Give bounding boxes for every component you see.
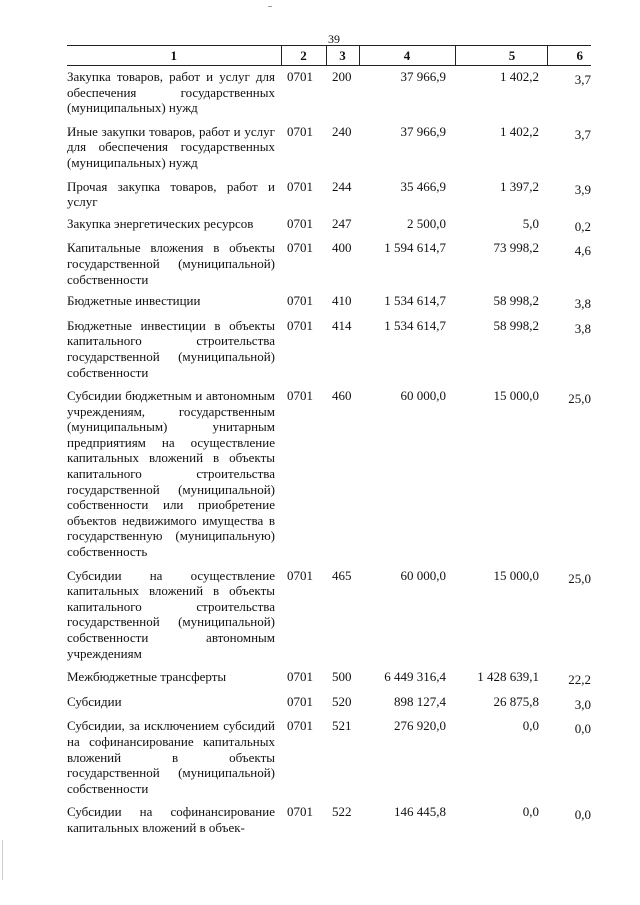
row-planned-amount: 898 127,4 bbox=[394, 693, 446, 709]
row-expense-code: 465 bbox=[332, 567, 352, 583]
scan-artifact bbox=[268, 6, 272, 7]
table-row bbox=[67, 380, 591, 560]
row-planned-amount: 1 534 614,7 bbox=[384, 317, 446, 333]
row-percent: 3,7 bbox=[574, 72, 591, 87]
column-header-actual: 5 bbox=[455, 46, 547, 66]
row-percent: 3,8 bbox=[574, 296, 591, 312]
table-header-row bbox=[67, 46, 591, 66]
row-section-code: 0701 bbox=[287, 693, 313, 709]
row-name: Закупка энергетических ресурсов bbox=[67, 215, 254, 231]
row-percent: 25,0 bbox=[568, 570, 591, 586]
row-expense-code: 520 bbox=[332, 693, 352, 709]
row-actual-amount: 58 998,2 bbox=[493, 293, 539, 309]
row-actual-amount: 1 428 639,1 bbox=[477, 669, 539, 685]
row-section-code: 0701 bbox=[287, 240, 313, 256]
row-actual-amount: 5,0 bbox=[522, 215, 539, 231]
row-name: Субсидии на осуществление капитальных вложений в объекты капитального строительства государственной (муниципальной) собственности автономным учреждениям bbox=[67, 567, 275, 661]
row-percent: 3,7 bbox=[574, 126, 591, 142]
row-section-code: 0701 bbox=[287, 567, 313, 583]
row-section-code: 0701 bbox=[287, 669, 313, 685]
row-expense-code: 521 bbox=[332, 718, 352, 734]
row-expense-code: 200 bbox=[332, 69, 352, 84]
row-name: Бюджетные инвестиции в объекты капитального строительства государственной (муниципальной) собственности bbox=[67, 317, 275, 380]
row-name: Субсидии бюджетным и автономным учреждениям, государственным (муниципальным) унитарным предприятиям на осуществление капитальных вложений в объекты капитального строительства государственной (муниципальной) собственности или приобретение объектов недвижимого имущества в государственную (муниципальную) собственность bbox=[67, 388, 275, 560]
row-section-code: 0701 bbox=[287, 804, 313, 820]
row-percent: 3,9 bbox=[574, 181, 591, 197]
row-name: Субсидии bbox=[67, 693, 122, 709]
row-expense-code: 414 bbox=[332, 317, 352, 333]
row-section-code: 0701 bbox=[287, 388, 313, 404]
row-actual-amount: 0,0 bbox=[522, 804, 539, 820]
scan-edge-artifact bbox=[2, 840, 3, 880]
row-actual-amount: 73 998,2 bbox=[493, 240, 539, 256]
row-expense-code: 247 bbox=[332, 215, 352, 231]
row-percent: 0,0 bbox=[574, 807, 591, 823]
row-percent: 3,0 bbox=[574, 696, 591, 712]
row-planned-amount: 1 594 614,7 bbox=[384, 240, 446, 256]
table-row bbox=[67, 796, 591, 835]
row-expense-code: 400 bbox=[332, 240, 352, 256]
column-header-section: 2 bbox=[281, 46, 326, 66]
row-actual-amount: 15 000,0 bbox=[493, 567, 539, 583]
table-row bbox=[67, 287, 591, 312]
row-actual-amount: 1 402,2 bbox=[500, 123, 539, 139]
table-row bbox=[67, 171, 591, 210]
row-actual-amount: 0,0 bbox=[522, 718, 539, 734]
row-section-code: 0701 bbox=[287, 293, 313, 309]
table-row bbox=[67, 312, 591, 380]
row-planned-amount: 37 966,9 bbox=[400, 123, 446, 139]
row-planned-amount: 276 920,0 bbox=[394, 718, 446, 734]
page-number: 39 bbox=[328, 32, 340, 46]
row-expense-code: 500 bbox=[332, 669, 352, 685]
row-expense-code: 240 bbox=[332, 123, 352, 139]
row-actual-amount: 1 397,2 bbox=[500, 178, 539, 194]
row-planned-amount: 60 000,0 bbox=[400, 388, 446, 404]
row-name: Субсидии, за исключением субсидий на софинансирование капитальных вложений в объекты государственной (муниципальной) собственности bbox=[67, 718, 275, 796]
row-actual-amount: 58 998,2 bbox=[493, 317, 539, 333]
row-name: Иные закупки товаров, работ и услуг для обеспечения государственных (муниципальных) нужд bbox=[67, 123, 275, 170]
row-section-code: 0701 bbox=[287, 178, 313, 194]
table-row bbox=[67, 116, 591, 171]
row-percent: 0,0 bbox=[574, 721, 591, 737]
row-planned-amount: 35 466,9 bbox=[400, 178, 446, 194]
row-section-code: 0701 bbox=[287, 69, 313, 84]
row-name: Прочая закупка товаров, работ и услуг bbox=[67, 178, 275, 210]
column-header-plan: 4 bbox=[359, 46, 455, 66]
row-name: Закупка товаров, работ и услуг для обеспечения государственных (муниципальных) нужд bbox=[67, 69, 275, 116]
row-percent: 0,2 bbox=[574, 218, 591, 234]
row-expense-code: 460 bbox=[332, 388, 352, 404]
table-row bbox=[67, 661, 591, 688]
row-planned-amount: 6 449 316,4 bbox=[384, 669, 446, 685]
row-percent: 22,2 bbox=[568, 672, 591, 688]
row-section-code: 0701 bbox=[287, 123, 313, 139]
row-expense-code: 244 bbox=[332, 178, 352, 194]
row-actual-amount: 26 875,8 bbox=[493, 693, 539, 709]
row-planned-amount: 146 445,8 bbox=[394, 804, 446, 820]
row-planned-amount: 2 500,0 bbox=[407, 215, 446, 231]
row-actual-amount: 15 000,0 bbox=[493, 388, 539, 404]
table-row bbox=[67, 66, 591, 116]
budget-table bbox=[67, 45, 591, 836]
row-actual-amount: 1 402,2 bbox=[500, 69, 539, 84]
column-header-percent: 6 bbox=[547, 46, 591, 66]
row-expense-code: 410 bbox=[332, 293, 352, 309]
table-row bbox=[67, 560, 591, 662]
table-row bbox=[67, 688, 591, 713]
table-row bbox=[67, 234, 591, 287]
row-section-code: 0701 bbox=[287, 718, 313, 734]
row-expense-code: 522 bbox=[332, 804, 352, 820]
row-percent: 4,6 bbox=[574, 243, 591, 259]
table-body bbox=[67, 66, 591, 836]
row-percent: 3,8 bbox=[574, 320, 591, 336]
row-planned-amount: 60 000,0 bbox=[400, 567, 446, 583]
row-name: Субсидии на софинансирование капитальных вложений в объек- bbox=[67, 804, 275, 835]
row-section-code: 0701 bbox=[287, 215, 313, 231]
row-name: Межбюджетные трансферты bbox=[67, 669, 227, 685]
row-planned-amount: 1 534 614,7 bbox=[384, 293, 446, 309]
table-row bbox=[67, 210, 591, 235]
table-row bbox=[67, 712, 591, 796]
row-name: Бюджетные инвестиции bbox=[67, 293, 201, 309]
row-percent: 25,0 bbox=[568, 391, 591, 407]
column-header-name: 1 bbox=[67, 46, 281, 66]
row-planned-amount: 37 966,9 bbox=[400, 69, 446, 84]
row-section-code: 0701 bbox=[287, 317, 313, 333]
column-header-code: 3 bbox=[326, 46, 359, 66]
row-name: Капитальные вложения в объекты государственной (муниципальной) собственности bbox=[67, 240, 275, 287]
